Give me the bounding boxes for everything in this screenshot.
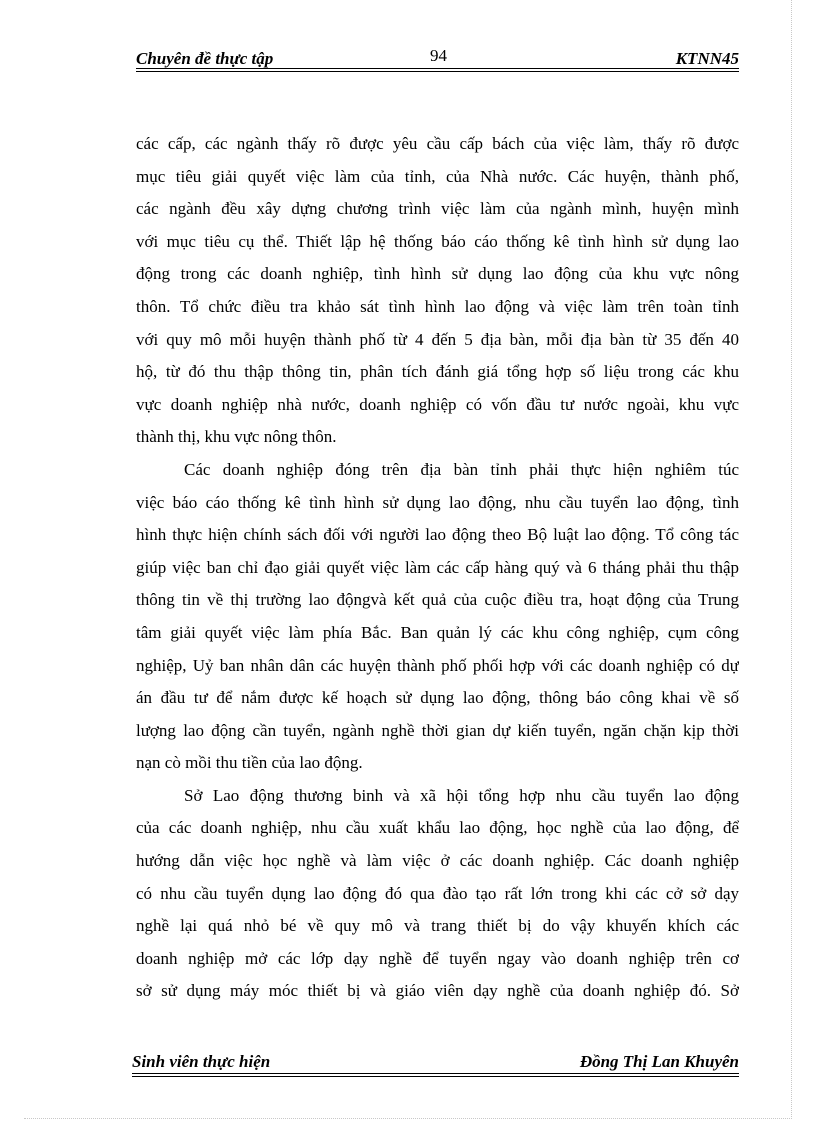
text-line: các cấp, các ngành thấy rõ được yêu cầu cấp bách của việc làm, thấy rõ được (136, 134, 739, 153)
page-number: 94 (430, 46, 447, 65)
page-edge (791, 0, 792, 1117)
footer-author-label: Sinh viên thực hiện (132, 1052, 271, 1071)
text-line: doanh nghiệp mở các lớp dạy nghề để tuyển ngay vào doanh nghiệp trên cơ (136, 948, 739, 968)
text-line: nghiệp, Uỷ ban nhân dân các huyện thành phố phối hợp với các doanh nghiệp có dự (136, 655, 739, 675)
text-line: tâm giải quyết việc làm phía Bắc. Ban quản lý các khu công nghiệp, cụm công (136, 622, 739, 642)
text-line: có nhu cầu tuyển dụng lao động đó qua đào tạo rất lớn trong khi các cở sở dạy (136, 883, 739, 903)
text-line: với mục tiêu cụ thể. Thiết lập hệ thống báo cáo thống kê tình hình sử dụng lao (136, 231, 739, 251)
paragraph-3 (136, 780, 739, 1008)
text-line: mục tiêu giải quyết việc làm của tỉnh, của Nhà nước. Các huyện, thành phố, (136, 166, 739, 186)
text-line: thành thị, khu vực nông thôn. (136, 427, 337, 447)
footer-rule (132, 1073, 739, 1074)
header-rule (136, 71, 739, 72)
text-line: hình thực hiện chính sách đối với người lao động theo Bộ luật lao động. Tổ công tác (136, 525, 739, 545)
text-line: sở sử dụng máy móc thiết bị và giáo viên dạy nghề của doanh nghiệp đó. Sở (136, 981, 739, 1001)
body-text (136, 128, 739, 1008)
page-edge (24, 1118, 792, 1119)
text-line: vực doanh nghiệp nhà nước, doanh nghiệp có vốn đầu tư nước ngoài, khu vực (136, 394, 739, 414)
footer-author-name: Đồng Thị Lan Khuyên (579, 1052, 739, 1071)
header-code: KTNN45 (675, 49, 739, 68)
page-header (136, 46, 739, 70)
text-line: nạn cò mồi thu tiền của lao động. (136, 753, 363, 773)
text-line: thông tin về thị trường lao độngvà kết quả của cuộc điều tra, hoạt động của Trung (136, 590, 739, 610)
text-line: với quy mô mỗi huyện thành phố từ 4 đến 5 địa bàn, mỗi địa bàn từ 35 đến 40 (136, 329, 739, 349)
text-line: thôn. Tổ chức điều tra khảo sát tình hình lao động và việc làm trên toàn tỉnh (136, 296, 739, 316)
paragraph-2 (136, 454, 739, 780)
text-line: của các doanh nghiệp, nhu cầu xuất khẩu lao động, học nghề của lao động, để (136, 818, 739, 838)
header-rule (136, 68, 739, 69)
text-line: Sở Lao động thương binh và xã hội tổng hợp nhu cầu tuyển lao động (184, 785, 739, 805)
text-line: hướng dẫn việc học nghề và làm việc ở các doanh nghiệp. Các doanh nghiệp (136, 851, 739, 871)
text-line: giúp việc ban chỉ đạo giải quyết việc làm các cấp hàng quý và 6 tháng phải thu thập (136, 557, 739, 577)
text-line: việc báo cáo thống kê tình hình sử dụng lao động, nhu cầu tuyển lao động, tình (136, 492, 739, 512)
text-line: hộ, từ đó thu thập thông tin, phân tích đánh giá tổng hợp số liệu trong các khu (136, 362, 739, 382)
header-title: Chuyên đề thực tập (136, 49, 274, 68)
paragraph-1 (136, 128, 739, 454)
text-line: lượng lao động cần tuyển, ngành nghề thời gian dự kiến tuyển, ngăn chặn kịp thời (136, 720, 739, 740)
text-line: nghề lại quá nhỏ bé về quy mô và trang thiết bị do vậy khuyến khích các (136, 916, 739, 936)
text-line: Các doanh nghiệp đóng trên địa bàn tỉnh phải thực hiện nghiêm túc (184, 459, 739, 479)
text-line: các ngành đều xây dựng chương trình việc làm của ngành mình, huyện mình (136, 199, 739, 219)
footer-rule (132, 1076, 739, 1077)
page-footer (132, 1052, 739, 1076)
text-line: động trong các doanh nghiệp, tình hình sử dụng lao động của khu vực nông (136, 264, 739, 284)
text-line: án đầu tư để nắm được kế hoạch sử dụng lao động, thông báo công khai về số (136, 688, 739, 708)
